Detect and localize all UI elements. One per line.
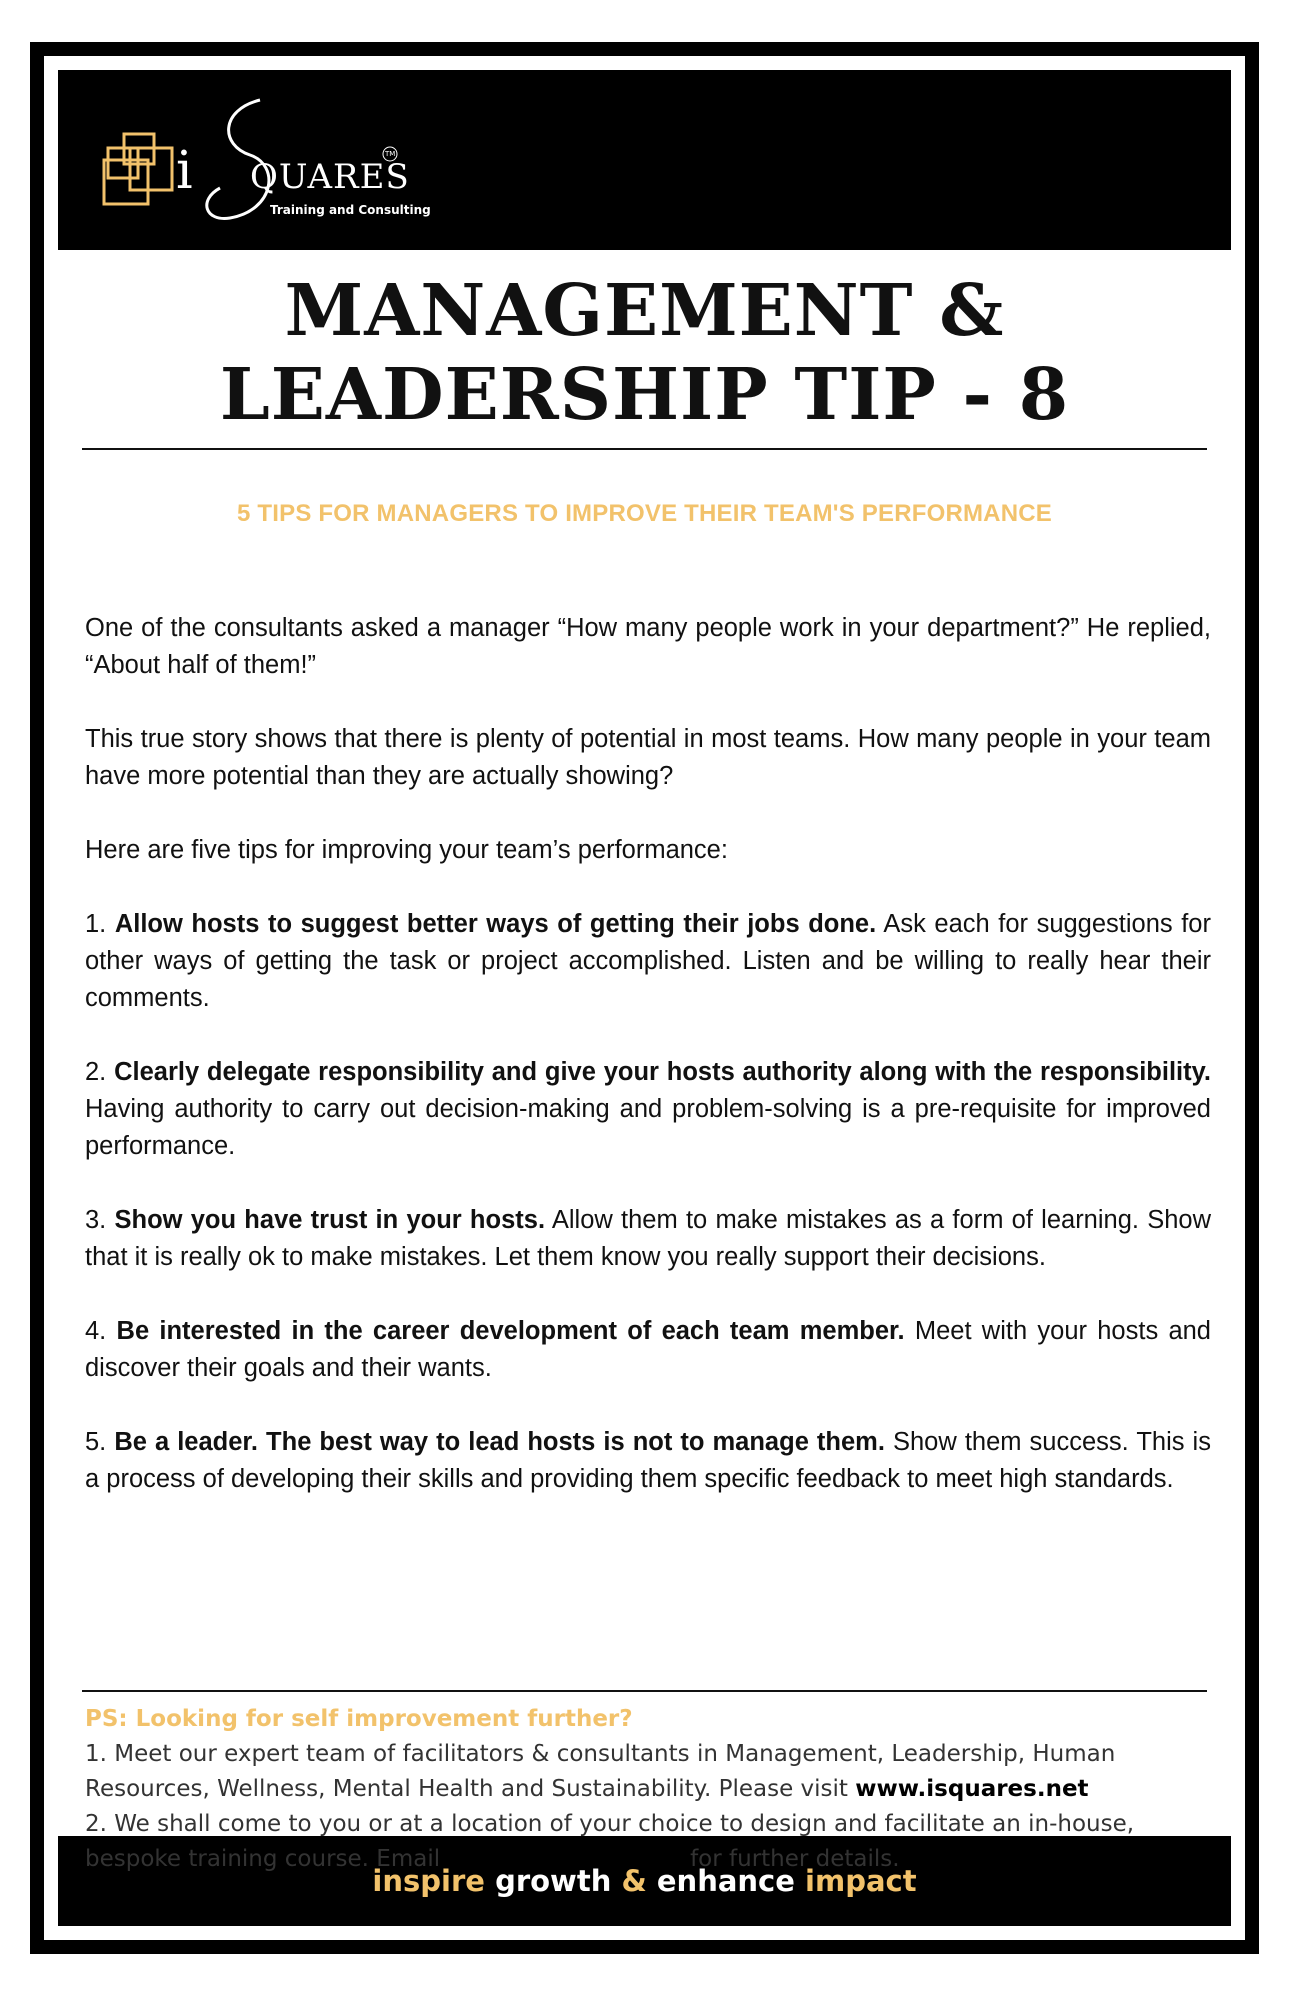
- tip-item: [85, 1313, 1211, 1387]
- slogan-enhance: enhance: [656, 1864, 795, 1898]
- tip-text: Show them success. This is a process of developing their skills and providing them specific feedback to meet high standards.: [85, 1428, 1211, 1493]
- intro-paragraph-1: One of the consultants asked a manager “How many people work in your department?” He replied, “About half of them!”: [85, 614, 1211, 679]
- subtitle: 5 TIPS FOR MANAGERS TO IMPROVE THEIR TEAM'S PERFORMANCE: [237, 500, 1052, 527]
- tip-item: [85, 906, 1211, 1017]
- tip-heading: Allow hosts to suggest better ways of getting their jobs done.: [114, 910, 877, 938]
- ps-line-2-end: for further details.: [690, 1846, 900, 1872]
- frame-gap: [44, 56, 1245, 1940]
- title-line-1: MANAGEMENT &: [284, 268, 1005, 352]
- title-line-2: LEADERSHIP TIP - 8: [219, 352, 1070, 436]
- page-title: [58, 268, 1231, 436]
- tip-item: [85, 1202, 1211, 1276]
- tip-number: 1.: [85, 910, 107, 938]
- email-link[interactable]: info@isquares.net: [447, 1846, 683, 1872]
- tip-text: Meet with your hosts and discover their goals and their wants.: [85, 1317, 1211, 1382]
- slogan-impact: impact: [805, 1864, 917, 1898]
- ps-line-1: 1. Meet our expert team of facilitators & consultants in Management, Leadership, Human Resources, Wellness, Mental Health and Sustainability. Please visit: [85, 1741, 1116, 1802]
- website-link[interactable]: www.isquares.net: [855, 1776, 1089, 1802]
- tip-text: Ask each for suggestions for other ways of getting the task or project accomplished. Listen and be willing to really hear their comments.: [85, 910, 1211, 1012]
- tip-heading: Clearly delegate responsibility and give your hosts authority along with the responsibility.: [114, 1058, 1211, 1086]
- ps-divider: [82, 1690, 1207, 1692]
- tip-text: Allow them to make mistakes as a form of learning. Show that it is really ok to make mistakes. Let them know you really support their decisions.: [85, 1206, 1211, 1271]
- ps-line-2: 2. We shall come to you or at a location of your choice to design and facilitate an in-house, bespoke training course. Email: [85, 1811, 1135, 1872]
- logo-tagline: Training and Consulting: [270, 203, 430, 217]
- logo-letter: i: [176, 141, 193, 201]
- slogan-inspire: inspire: [372, 1864, 485, 1898]
- ps-heading: PS: Looking for self improvement further?: [85, 1706, 633, 1732]
- footer-slogan: [58, 1836, 1231, 1926]
- tip-heading: Be interested in the career development of each team member.: [116, 1317, 905, 1345]
- article-body: [85, 610, 1211, 1535]
- logo-word: QUARES: [250, 157, 410, 197]
- logo-tm: TM: [385, 150, 396, 158]
- tip-item: [85, 1054, 1211, 1165]
- outer-frame: [30, 42, 1259, 1954]
- content-page: [58, 250, 1231, 1872]
- tip-heading: Show you have trust in your hosts.: [114, 1206, 546, 1234]
- tip-number: 3.: [85, 1206, 107, 1234]
- squares-logo-icon: [100, 90, 430, 230]
- tip-number: 2.: [85, 1058, 107, 1086]
- tip-text: Having authority to carry out decision-making and problem-solving is a pre-requisite for improved performance.: [85, 1095, 1211, 1160]
- tip-number: 5.: [85, 1428, 107, 1456]
- tip-number: 4.: [85, 1317, 107, 1345]
- poster: [58, 70, 1231, 1926]
- slogan-growth: growth: [495, 1864, 612, 1898]
- intro-paragraph-2: This true story shows that there is plenty of potential in most teams. How many people in your team have more potential than they are actually showing?: [85, 725, 1211, 790]
- tip-item: [85, 1424, 1211, 1498]
- intro-paragraph-3: Here are five tips for improving your team’s performance:: [85, 836, 728, 864]
- title-divider: [82, 448, 1207, 450]
- tip-heading: Be a leader. The best way to lead hosts is not to manage them.: [114, 1428, 885, 1456]
- slogan-ampersand: &: [621, 1864, 647, 1898]
